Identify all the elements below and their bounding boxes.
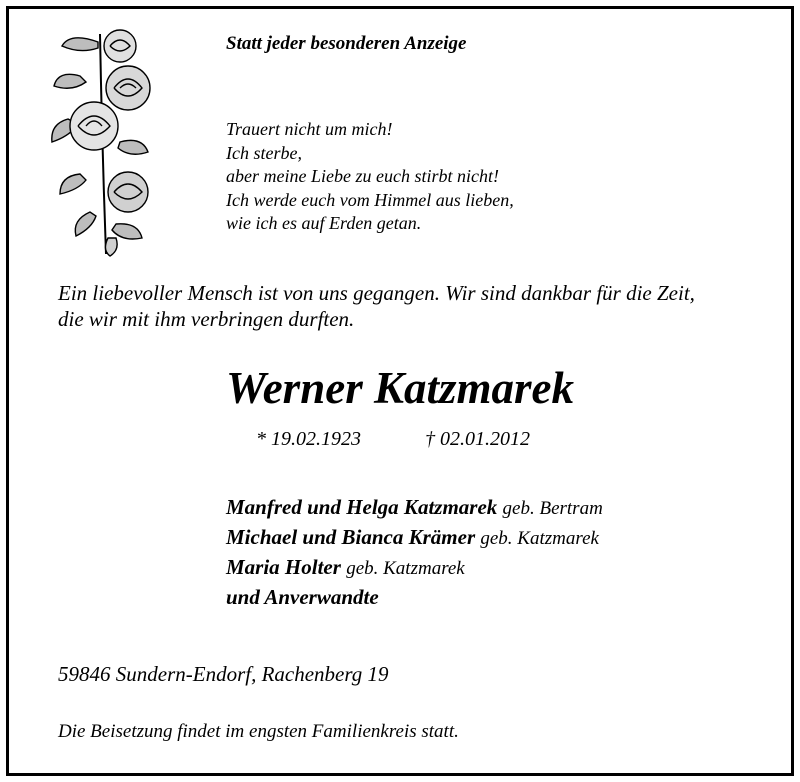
mourner-note: geb. Bertram xyxy=(502,498,603,519)
birth-date: * 19.02.1923 xyxy=(256,428,361,450)
poem-line: Ich werde euch vom Himmel aus lieben, xyxy=(226,189,514,210)
poem-line: Ich sterbe, xyxy=(226,142,302,163)
intro-line: die wir mit ihm verbringen durften. xyxy=(58,307,355,331)
intro-text xyxy=(58,280,695,332)
poem-line: aber meine Liebe zu euch stirbt nicht! xyxy=(226,166,499,186)
mourner-name: Manfred und Helga Katzmarek xyxy=(226,495,498,519)
mourner-row xyxy=(226,553,603,583)
deceased-name: Werner Katzmarek xyxy=(226,363,574,413)
death-date: † 02.01.2012 xyxy=(425,428,530,450)
mourner-name: und Anverwandte xyxy=(226,585,379,609)
mourner-row xyxy=(226,583,603,612)
mourner-row xyxy=(226,523,603,553)
rose-bouquet-icon xyxy=(50,24,160,260)
mourner-note: geb. Katzmarek xyxy=(346,558,465,579)
mourner-note: geb. Katzmarek xyxy=(480,528,599,549)
mourner-name: Maria Holter xyxy=(226,555,341,579)
burial-note: Die Beisetzung findet im engsten Familienkreis statt. xyxy=(58,721,459,742)
poem xyxy=(226,118,514,236)
mourner-row xyxy=(226,493,603,523)
mourners-list xyxy=(226,493,603,612)
poem-line: wie ich es auf Erden getan. xyxy=(226,213,422,233)
intro-line: Ein liebevoller Mensch ist von uns gegangen. Wir sind dankbar für die Zeit, xyxy=(58,281,695,305)
poem-line: Trauert nicht um mich! xyxy=(226,119,393,139)
mourner-name: Michael und Bianca Krämer xyxy=(226,525,476,549)
notice-header: Statt jeder besonderen Anzeige xyxy=(226,33,467,54)
address: 59846 Sundern-Endorf, Rachenberg 19 xyxy=(58,662,389,686)
